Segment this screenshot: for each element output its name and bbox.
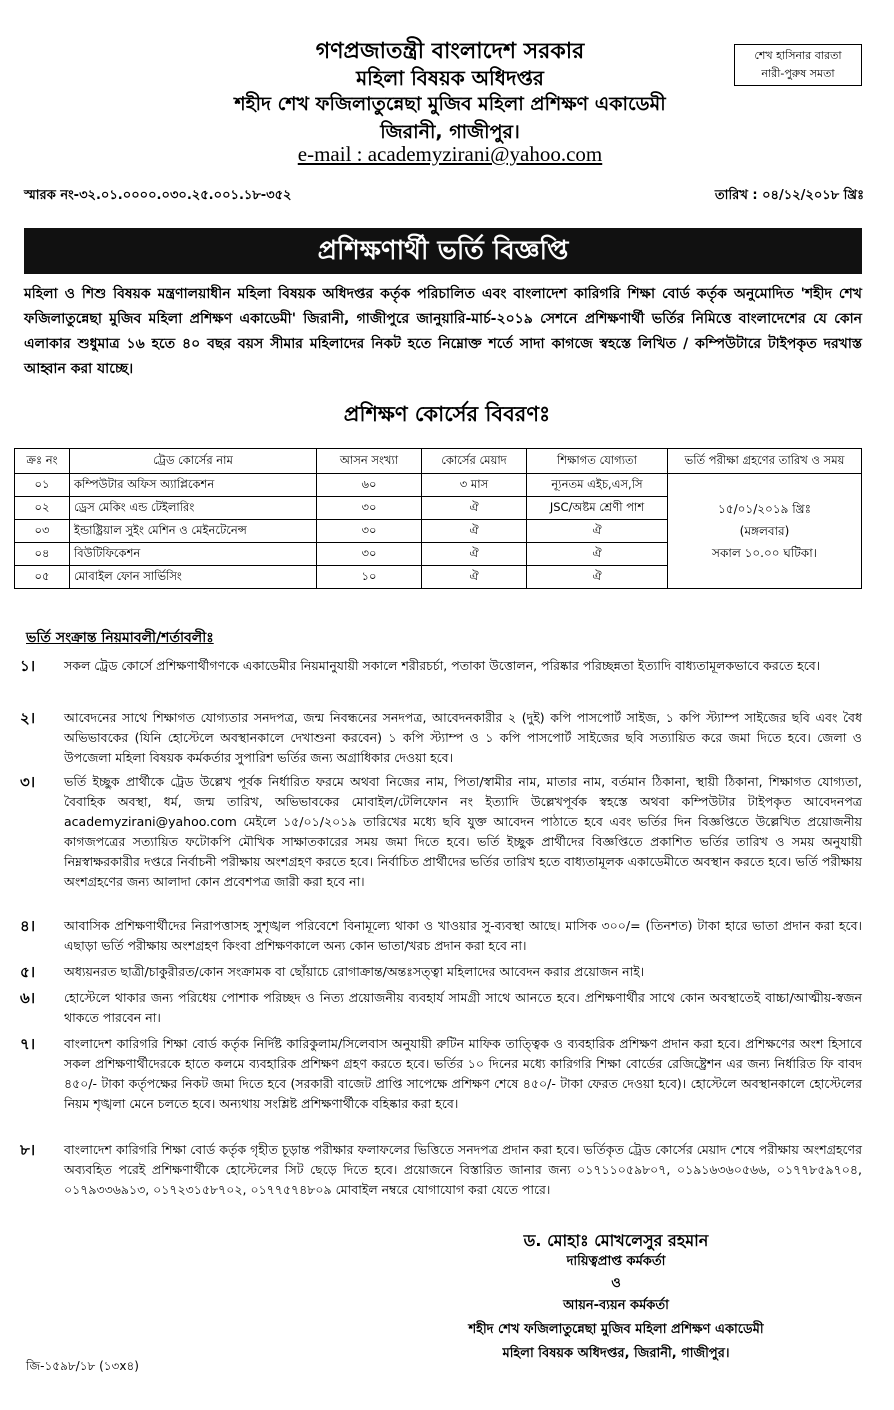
cell-trade: ড্রেস মেকিং এন্ড টেইলারিং xyxy=(70,497,317,520)
rule-item-5 xyxy=(20,962,862,982)
government-title: গণপ্রজাতন্ত্রী বাংলাদেশ সরকার xyxy=(315,39,585,64)
table-row xyxy=(15,474,862,497)
cell-qualification: JSC/অষ্টম শ্রেণী পাশ xyxy=(527,497,668,520)
rule-text: হোস্টেলে থাকার জন্য পরিধেয় পোশাক পরিচ্ছদ ও নিত্য প্রয়োজনীয় ব্যবহার্য সামগ্রী সাথে আনতে হবে। প্রশিক্ষণার্থীর সাথে কোন অবস্থাতেই বাচ্চা/আত্মীয়-স্বজন থাকতে পারবেন না। xyxy=(64,990,862,1025)
cell-qualification: ঐ xyxy=(527,543,668,566)
rule-number: ৬। xyxy=(20,989,36,1007)
cell-trade: বিউটিফিকেশন xyxy=(70,543,317,566)
print-code: জি-১৫৯৮/১৮ (১৩x৪) xyxy=(26,1359,139,1373)
cell-duration: ঐ xyxy=(422,543,527,566)
rule-text: অধ্যয়নরত ছাত্রী/চাকুরীরত/কোন সংক্রামক বা ছোঁয়াচে রোগাক্রান্ত/অন্তঃসত্ত্বা মহিলাদের আবেদন করার প্রয়োজন নাই। xyxy=(64,964,645,979)
course-table xyxy=(14,448,862,589)
memo-date: তারিখ : ০৪/১২/২০১৮ খ্রিঃ xyxy=(714,188,864,203)
rule-number: ৩। xyxy=(20,773,36,791)
exam-day: (মঙ্গলবার) xyxy=(739,524,790,538)
signatory-title-2: আয়ন-ব্যয়ন কর্মকর্তা xyxy=(563,1298,669,1313)
cell-seats: ৩০ xyxy=(317,520,422,543)
col-duration: কোর্সের মেয়াদ xyxy=(422,449,527,474)
course-heading: প্রশিক্ষণ কোর্সের বিবরণঃ xyxy=(343,402,551,426)
cell-serial: ০৫ xyxy=(15,566,70,589)
slogan-line-1: শেখ হাসিনার বারতা xyxy=(754,49,842,62)
rule-text: আবাসিক প্রশিক্ষণার্থীদের নিরাপত্তাসহ সুশৃঙ্খল পরিবেশে বিনামূল্যে থাকা ও খাওয়ার সু-ব্যবস্থা আছে। মাসিক ৩০০/= (তিনশত) টাকা হারে ভাতা প্রদান করা হবে। এছাড়া ভর্তি পরীক্ষায় অংশগ্রহণ কিংবা প্রশিক্ষণকালে অন্য কোন ভাতা/খরচ প্রদান করা হবে না। xyxy=(64,918,862,953)
notice-banner: প্রশিক্ষণার্থী ভর্তি বিজ্ঞপ্তি xyxy=(24,228,862,274)
cell-duration: ঐ xyxy=(422,520,527,543)
rule-number: ৪। xyxy=(20,917,36,935)
cell-duration: ঐ xyxy=(422,497,527,520)
department-title: মহিলা বিষয়ক অধিদপ্তর xyxy=(356,66,544,90)
rule-number: ৭। xyxy=(20,1035,36,1053)
cell-duration: ঐ xyxy=(422,566,527,589)
signatory-title: দায়িত্বপ্রাপ্ত কর্মকর্তা xyxy=(566,1254,666,1269)
cell-serial: ০৩ xyxy=(15,520,70,543)
signatory-location: মহিলা বিষয়ক অধিদপ্তর, জিরানী, গাজীপুর। xyxy=(502,1346,730,1361)
cell-qualification: ঐ xyxy=(527,520,668,543)
academy-title: শহীদ শেখ ফজিলাতুন্নেছা মুজিব মহিলা প্রশিক্ষণ একাডেমী xyxy=(234,93,666,115)
rule-number: ৫। xyxy=(20,963,36,981)
signatory-name: ড. মোহাঃ মোখলেসুর রহমান xyxy=(523,1231,709,1250)
rule-number: ১। xyxy=(20,657,36,675)
exam-date: ১৫/০১/২০১৯ খ্রিঃ xyxy=(718,502,811,516)
cell-seats: ৬০ xyxy=(317,474,422,497)
cell-seats: ৩০ xyxy=(317,497,422,520)
col-trade: ট্রেড কোর্সের নাম xyxy=(70,449,317,474)
cell-trade: ইন্ডাষ্ট্রিয়াল সুইং মেশিন ও মেইনটেনেন্স xyxy=(70,520,317,543)
rule-item-1 xyxy=(20,656,862,676)
memo-number: স্মারক নং-৩২.০১.০০০০.০৩০.২৫.০০১.১৮-৩৫২ xyxy=(24,188,292,203)
exam-schedule-cell xyxy=(668,474,862,589)
slogan-line-2: নারী-পুরুষ সমতা xyxy=(761,67,835,80)
rule-number: ২। xyxy=(20,709,36,727)
rules-heading: ভর্তি সংক্রান্ত নিয়মাবলী/শর্তাবলীঃ xyxy=(26,630,214,646)
intro-paragraph: মহিলা ও শিশু বিষয়ক মন্ত্রণালয়াধীন মহিলা বিষয়ক অধিদপ্তর কর্তৃক পরিচালিত এবং বাংলাদেশ কারিগরি শিক্ষা বোর্ড কর্তৃক অনুমোদিত 'শহীদ শেখ ফজিলাতুন্নেছা মুজিব মহিলা প্রশিক্ষণ একাডেমী' জিরানী, গাজীপুরে জানুয়ারি-মার্চ-২০১৯ সেশনে প্রশিক্ষণার্থী ভর্তির নিমিত্তে বাংলাদেশের যে কোন এলাকার শুধুমাত্র ১৬ হতে ৪০ বছর বয়স সীমার মহিলাদের নিকট হতে নিম্নোক্ত শর্তে সাদা কাগজে স্বহস্তে লিখিত / কম্পিউটারে টাইপকৃত দরখাস্ত আহ্বান করা যাচ্ছে। xyxy=(24,286,862,377)
rule-item-3 xyxy=(20,772,862,892)
academy-location: জিরানী, গাজীপুর। xyxy=(380,121,520,143)
rule-text: বাংলাদেশ কারিগরি শিক্ষা বোর্ড কর্তৃক গৃহীত চূড়ান্ত পরীক্ষার ফলাফলের ভিত্তিতে সনদপত্র প্রদান করা হবে। ভর্তিকৃত ট্রেড কোর্সের মেয়াদ শেষে পরীক্ষায় অংশগ্রহণের অব্যবহিত পরেই প্রশিক্ষণার্থীকে হোস্টেলের সিট ছেড়ে দিতে হবে। প্রয়োজনে বিস্তারিত জানার জন্য ০১৭১১০৫৯৮০৭, ০১৯১৬৩৬০৫৬৬, ০১৭৭৮৫৯৭০৪, ০১৭৯৩৩৬৯১৩, ০১৭২৩১৫৮৭০২, ০১৭৭৫৭৪৮০৯ মোবাইল নম্বরে যোগাযোগ করা যেতে পারে। xyxy=(64,1142,862,1197)
cell-duration: ৩ মাস xyxy=(422,474,527,497)
col-exam-date: ভর্তি পরীক্ষা গ্রহণের তারিখ ও সময় xyxy=(668,449,862,474)
rule-text: বাংলাদেশ কারিগরি শিক্ষা বোর্ড কর্তৃক নির্দিষ্ট কারিকুলাম/সিলেবাস অনুযায়ী রুটিন মাফিক তাত্ত্বিক ও ব্যবহারিক প্রশিক্ষণ প্রদান করা হবে। প্রশিক্ষণের অংশ হিসাবে সকল প্রশিক্ষণার্থীদেরকে হাতে কলমে ব্যবহারিক প্রশিক্ষণ গ্রহণ করতে হবে। ভর্তির ১০ দিনের মধ্যে কারিগরি শিক্ষা বোর্ডের রেজিষ্ট্রেশন এর জন্য নির্ধারিত ফি বাবদ ৪৫০/- টাকা কর্তৃপক্ষের নিকট জমা দিতে হবে (সরকারী বাজেট প্রাপ্তি সাপেক্ষে প্রশিক্ষণ শেষে ৪৫০/- টাকা ফেরত দেওয়া হবে)। হোস্টেলে অবস্থানকালে হোস্টেলের নিয়ম শৃঙ্খলা মেনে চলতে হবে। অন্যথায় সংশ্লিষ্ট প্রশিক্ষণার্থীকে বহিষ্কার করা হবে। xyxy=(64,1036,862,1111)
rule-item-6 xyxy=(20,988,862,1028)
cell-qualification: ন্যূনতম এইচ,এস,সি xyxy=(527,474,668,497)
rule-text: সকল ট্রেড কোর্সে প্রশিক্ষণার্থীগণকে একাডেমীর নিয়মানুযায়ী সকালে শরীরচর্চা, পতাকা উত্তোলন, পরিষ্কার পরিচ্ছন্নতা ইত্যাদি বাধ্যতামূলকভাবে করতে হবে। xyxy=(64,658,821,673)
rule-item-8 xyxy=(20,1140,862,1200)
cell-trade: কম্পিউটার অফিস অ্যাপ্লিকেশন xyxy=(70,474,317,497)
signatory-conjunction: ও xyxy=(611,1276,621,1291)
cell-qualification: ঐ xyxy=(527,566,668,589)
rule-item-4 xyxy=(20,916,862,956)
table-header-row xyxy=(15,449,862,474)
cell-trade: মোবাইল ফোন সার্ভিসিং xyxy=(70,566,317,589)
rule-item-7 xyxy=(20,1034,862,1114)
academy-email: e-mail : academyzirani@yahoo.com xyxy=(297,142,603,166)
rule-text: ভর্তি ইচ্ছুক প্রার্থীকে ট্রেড উল্লেখ পূর্বক নির্ধারিত ফরমে অথবা নিজের নাম, পিতা/স্বামীর নাম, মাতার নাম, বর্তমান ঠিকানা, স্থায়ী ঠিকানা, শিক্ষাগত যোগ্যতা, বৈবাহিক অবস্থা, ধর্ম, জন্ম তারিখ, অভিভাবকের মোবাইল/টেলিফোন নং ইত্যাদি উল্লেখপূর্বক স্বহস্তে অথবা কম্পিউটার টাইপকৃত আবেদনপত্র academyzirani@yahoo.com মেইলে ১৫/০১/২০১৯ তারিখের মধ্যে ছবি যুক্ত আবেদন পাঠাতে হবে এবং ভর্তির দিন বিজ্ঞপ্তিতে উল্লেখিত প্রয়োজনীয় কাগজপত্রের সত্যায়িত ফটোকপি মৌখিক সাক্ষাতকারের সময় জমা দিতে হবে। ভর্তি ইচ্ছুক প্রার্থীদের বিজ্ঞপ্তিতে প্রকাশিত ভর্তির তারিখ ও সময় অনুযায়ী নিম্নস্বাক্ষরকারীর দপ্তরে নির্বাচনী পরীক্ষায় অংশগ্রহণ করতে হবে। নির্বাচিত প্রার্থীদের ভর্তির তারিখ হতে বাধ্যতামূলক একাডেমীতে অবস্থান করতে হবে। ভর্তি পরীক্ষায় অংশগ্রহণের জন্য আলাদা কোন প্রবেশপত্র জারী করা হবে না। xyxy=(64,774,862,889)
slogan-box xyxy=(734,44,862,86)
cell-serial: ০৪ xyxy=(15,543,70,566)
rule-number: ৮। xyxy=(20,1141,36,1159)
cell-seats: ৩০ xyxy=(317,543,422,566)
cell-serial: ০২ xyxy=(15,497,70,520)
col-serial: ক্রঃ নং xyxy=(15,449,70,474)
rule-item-2 xyxy=(20,708,862,768)
col-seats: আসন সংখ্যা xyxy=(317,449,422,474)
signatory-organization: শহীদ শেখ ফজিলাতুন্নেছা মুজিব মহিলা প্রশিক্ষণ একাডেমী xyxy=(468,1322,764,1337)
cell-serial: ০১ xyxy=(15,474,70,497)
cell-seats: ১০ xyxy=(317,566,422,589)
col-qualification: শিক্ষাগত যোগ্যতা xyxy=(527,449,668,474)
exam-time: সকাল ১০.০০ ঘটিকা। xyxy=(712,546,817,560)
rule-text: আবেদনের সাথে শিক্ষাগত যোগ্যতার সনদপত্র, জন্ম নিবন্ধনের সনদপত্র, আবেদনকারীর ২ (দুই) কপি পাসপোর্ট সাইজ, ১ কপি স্ট্যাম্প সাইজের ছবি এবং বৈধ অভিভাবকের (যিনি হোস্টেলে অবস্থানকালে দেখাশুনা করবেন) ১ কপি স্ট্যাম্প ও ১ কপি পাসপোর্ট সাইজের ছবি সত্যায়িত করে জমা দিতে হবে। জেলা ও উপজেলা মহিলা বিষয়ক কর্মকর্তার সুপারিশ ভর্তির জন্য অগ্রাধিকার দেওয়া হবে। xyxy=(64,710,862,765)
